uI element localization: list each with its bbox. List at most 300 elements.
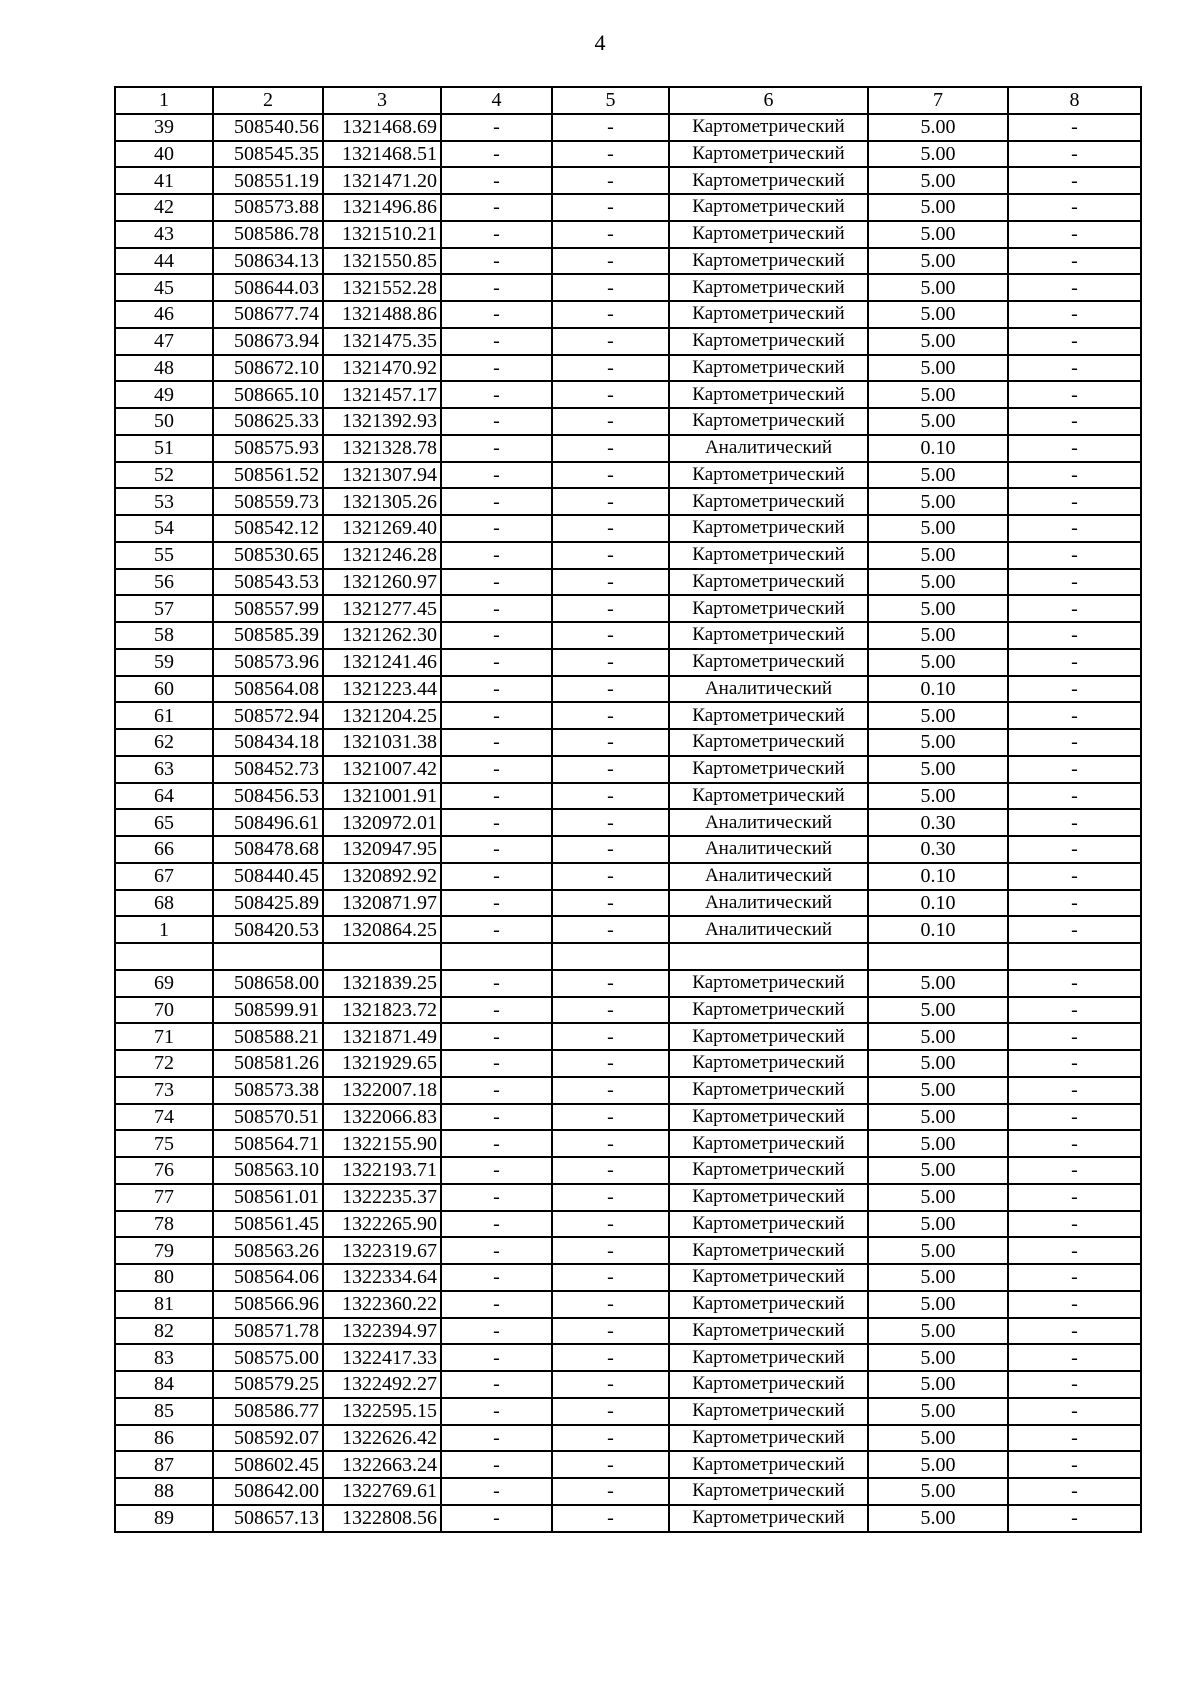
- accuracy-cell: 5.00: [868, 783, 1008, 810]
- x-coordinate-cell: 508586.78: [213, 221, 323, 248]
- y-coordinate-cell: 1321246.28: [323, 542, 441, 569]
- method-cell: Картометрический: [669, 622, 868, 649]
- y-coordinate-cell: 1322265.90: [323, 1211, 441, 1238]
- x-coordinate-cell: 508420.53: [213, 916, 323, 943]
- accuracy-cell: 5.00: [868, 542, 1008, 569]
- page-number: 4: [594, 30, 606, 55]
- method-cell: Картометрический: [669, 515, 868, 542]
- x-coordinate-cell: 508575.93: [213, 435, 323, 462]
- x-coordinate-cell: 508573.88: [213, 194, 323, 221]
- column-5-cell: -: [552, 1505, 669, 1532]
- accuracy-cell: 5.00: [868, 301, 1008, 328]
- y-coordinate-cell: 1321262.30: [323, 622, 441, 649]
- table-row: [115, 729, 1141, 756]
- method-cell: Картометрический: [669, 1318, 868, 1345]
- column-8-cell: -: [1008, 756, 1141, 783]
- x-coordinate-cell: 508561.45: [213, 1211, 323, 1238]
- y-coordinate-cell: 1321204.25: [323, 702, 441, 729]
- table-row: [115, 595, 1141, 622]
- y-coordinate-cell: 1321475.35: [323, 328, 441, 355]
- column-8-cell: -: [1008, 836, 1141, 863]
- column-5-cell: -: [552, 1425, 669, 1452]
- column-8-cell: -: [1008, 328, 1141, 355]
- x-coordinate-cell: 508573.96: [213, 649, 323, 676]
- method-cell: Картометрический: [669, 1023, 868, 1050]
- y-coordinate-cell: 1321031.38: [323, 729, 441, 756]
- column-8-cell: -: [1008, 890, 1141, 917]
- column-8-cell: -: [1008, 997, 1141, 1024]
- column-8-cell: -: [1008, 729, 1141, 756]
- column-4-cell: -: [441, 1425, 552, 1452]
- method-cell: Аналитический: [669, 676, 868, 703]
- column-5-cell: -: [552, 676, 669, 703]
- point-number-cell: 83: [115, 1344, 213, 1371]
- table-row: [115, 248, 1141, 275]
- column-4-cell: -: [441, 756, 552, 783]
- y-coordinate-cell: 1322235.37: [323, 1184, 441, 1211]
- point-number-cell: 88: [115, 1478, 213, 1505]
- table-row: [115, 435, 1141, 462]
- accuracy-cell: 5.00: [868, 1237, 1008, 1264]
- column-5-cell: -: [552, 435, 669, 462]
- column-5-cell: [552, 943, 669, 970]
- point-number-cell: 53: [115, 488, 213, 515]
- x-coordinate-cell: 508677.74: [213, 301, 323, 328]
- column-5-cell: -: [552, 1291, 669, 1318]
- method-cell: Картометрический: [669, 1505, 868, 1532]
- x-coordinate-cell: 508658.00: [213, 970, 323, 997]
- accuracy-cell: 0.10: [868, 890, 1008, 917]
- column-4-cell: -: [441, 702, 552, 729]
- accuracy-cell: 5.00: [868, 1371, 1008, 1398]
- x-coordinate-cell: 508559.73: [213, 488, 323, 515]
- table-row: [115, 1505, 1141, 1532]
- column-5-cell: -: [552, 1371, 669, 1398]
- table-row: [115, 676, 1141, 703]
- method-cell: Аналитический: [669, 836, 868, 863]
- y-coordinate-cell: 1321305.26: [323, 488, 441, 515]
- column-8-cell: -: [1008, 676, 1141, 703]
- x-coordinate-cell: 508564.06: [213, 1264, 323, 1291]
- column-8-cell: -: [1008, 274, 1141, 301]
- column-4-cell: -: [441, 1344, 552, 1371]
- column-8-cell: -: [1008, 408, 1141, 435]
- table-row: [115, 274, 1141, 301]
- y-coordinate-cell: 1322769.61: [323, 1478, 441, 1505]
- point-number-cell: 80: [115, 1264, 213, 1291]
- method-cell: Картометрический: [669, 488, 868, 515]
- table-row: [115, 809, 1141, 836]
- table-row: [115, 1211, 1141, 1238]
- column-5-cell: -: [552, 1157, 669, 1184]
- y-coordinate-cell: 1321871.49: [323, 1023, 441, 1050]
- y-coordinate-cell: 1322663.24: [323, 1451, 441, 1478]
- column-5-cell: -: [552, 167, 669, 194]
- y-coordinate-cell: 1321839.25: [323, 970, 441, 997]
- column-5-cell: -: [552, 756, 669, 783]
- method-cell: Картометрический: [669, 141, 868, 168]
- column-8-cell: -: [1008, 970, 1141, 997]
- column-4-cell: -: [441, 408, 552, 435]
- table-row: [115, 756, 1141, 783]
- x-coordinate-cell: 508575.00: [213, 1344, 323, 1371]
- x-coordinate-cell: 508478.68: [213, 836, 323, 863]
- table-row: [115, 408, 1141, 435]
- column-5-cell: -: [552, 622, 669, 649]
- point-number-cell: 47: [115, 328, 213, 355]
- point-number-cell: 55: [115, 542, 213, 569]
- y-coordinate-cell: 1321552.28: [323, 274, 441, 301]
- method-cell: Картометрический: [669, 1104, 868, 1131]
- column-8-cell: -: [1008, 1451, 1141, 1478]
- method-cell: Картометрический: [669, 355, 868, 382]
- accuracy-cell: 5.00: [868, 756, 1008, 783]
- table-row: [115, 836, 1141, 863]
- accuracy-cell: 5.00: [868, 1451, 1008, 1478]
- method-cell: Аналитический: [669, 890, 868, 917]
- column-8-cell: -: [1008, 221, 1141, 248]
- column-5-cell: -: [552, 301, 669, 328]
- column-4-cell: -: [441, 1264, 552, 1291]
- column-5-cell: -: [552, 381, 669, 408]
- method-cell: Картометрический: [669, 1425, 868, 1452]
- point-number-cell: 73: [115, 1077, 213, 1104]
- method-cell: Картометрический: [669, 997, 868, 1024]
- column-8-cell: -: [1008, 1478, 1141, 1505]
- method-cell: Аналитический: [669, 435, 868, 462]
- accuracy-cell: 5.00: [868, 488, 1008, 515]
- y-coordinate-cell: 1321241.46: [323, 649, 441, 676]
- accuracy-cell: 5.00: [868, 1184, 1008, 1211]
- column-8-cell: -: [1008, 435, 1141, 462]
- column-8-cell: -: [1008, 1505, 1141, 1532]
- x-coordinate-cell: 508572.94: [213, 702, 323, 729]
- accuracy-cell: 5.00: [868, 1344, 1008, 1371]
- column-8-cell: -: [1008, 515, 1141, 542]
- column-8-cell: -: [1008, 595, 1141, 622]
- point-number-cell: 62: [115, 729, 213, 756]
- column-4-cell: -: [441, 1184, 552, 1211]
- method-cell: Аналитический: [669, 863, 868, 890]
- accuracy-cell: 5.00: [868, 649, 1008, 676]
- y-coordinate-cell: 1321550.85: [323, 248, 441, 275]
- column-4-cell: -: [441, 1478, 552, 1505]
- point-number-cell: 72: [115, 1050, 213, 1077]
- column-4-cell: -: [441, 1157, 552, 1184]
- column-4-cell: -: [441, 1318, 552, 1345]
- column-5-cell: -: [552, 1398, 669, 1425]
- column-5-cell: -: [552, 863, 669, 890]
- column-8-cell: -: [1008, 622, 1141, 649]
- point-number-cell: 69: [115, 970, 213, 997]
- x-coordinate-cell: 508563.26: [213, 1237, 323, 1264]
- column-5-cell: -: [552, 248, 669, 275]
- x-coordinate-cell: 508581.26: [213, 1050, 323, 1077]
- point-number-cell: 40: [115, 141, 213, 168]
- point-number-cell: 58: [115, 622, 213, 649]
- method-cell: Аналитический: [669, 916, 868, 943]
- column-5-cell: -: [552, 114, 669, 141]
- point-number-cell: 86: [115, 1425, 213, 1452]
- method-cell: Картометрический: [669, 1398, 868, 1425]
- table-row: [115, 1050, 1141, 1077]
- x-coordinate-cell: 508557.99: [213, 595, 323, 622]
- point-number-cell: 50: [115, 408, 213, 435]
- accuracy-cell: 5.00: [868, 1077, 1008, 1104]
- y-coordinate-cell: 1321470.92: [323, 355, 441, 382]
- point-number-cell: 79: [115, 1237, 213, 1264]
- y-coordinate-cell: 1321328.78: [323, 435, 441, 462]
- point-number-cell: 44: [115, 248, 213, 275]
- x-coordinate-cell: 508625.33: [213, 408, 323, 435]
- table-row: [115, 1184, 1141, 1211]
- method-cell: Картометрический: [669, 1077, 868, 1104]
- column-8-cell: -: [1008, 1157, 1141, 1184]
- y-coordinate-cell: 1320871.97: [323, 890, 441, 917]
- x-coordinate-cell: 508452.73: [213, 756, 323, 783]
- table-row: [115, 916, 1141, 943]
- point-number-cell: 43: [115, 221, 213, 248]
- column-4-cell: -: [441, 1050, 552, 1077]
- x-coordinate-cell: 508602.45: [213, 1451, 323, 1478]
- y-coordinate-cell: 1322007.18: [323, 1077, 441, 1104]
- column-5-cell: -: [552, 1318, 669, 1345]
- column-4-cell: -: [441, 836, 552, 863]
- accuracy-cell: 5.00: [868, 408, 1008, 435]
- column-5-cell: -: [552, 1077, 669, 1104]
- column-4-cell: -: [441, 676, 552, 703]
- table-row: [115, 542, 1141, 569]
- accuracy-cell: 5.00: [868, 1104, 1008, 1131]
- column-5-cell: -: [552, 542, 669, 569]
- method-cell: Картометрический: [669, 167, 868, 194]
- accuracy-cell: 0.10: [868, 863, 1008, 890]
- table-row: [115, 328, 1141, 355]
- x-coordinate-cell: 508573.38: [213, 1077, 323, 1104]
- column-5-cell: -: [552, 1478, 669, 1505]
- column-4-cell: -: [441, 1077, 552, 1104]
- column-5-cell: -: [552, 328, 669, 355]
- table-row: [115, 970, 1141, 997]
- x-coordinate-cell: 508530.65: [213, 542, 323, 569]
- column-4-cell: -: [441, 622, 552, 649]
- method-cell: Картометрический: [669, 274, 868, 301]
- table-row: [115, 783, 1141, 810]
- x-coordinate-cell: 508579.25: [213, 1371, 323, 1398]
- column-8-cell: -: [1008, 1344, 1141, 1371]
- point-number-cell: 87: [115, 1451, 213, 1478]
- method-cell: Картометрический: [669, 970, 868, 997]
- column-4-cell: -: [441, 328, 552, 355]
- table-row: [115, 1130, 1141, 1157]
- y-coordinate-cell: 1321468.51: [323, 141, 441, 168]
- accuracy-cell: 0.30: [868, 836, 1008, 863]
- column-4-cell: -: [441, 194, 552, 221]
- y-coordinate-cell: 1321468.69: [323, 114, 441, 141]
- y-coordinate-cell: [323, 943, 441, 970]
- column-8-cell: -: [1008, 301, 1141, 328]
- column-4-cell: -: [441, 970, 552, 997]
- y-coordinate-cell: 1322626.42: [323, 1425, 441, 1452]
- accuracy-cell: 5.00: [868, 1291, 1008, 1318]
- x-coordinate-cell: 508673.94: [213, 328, 323, 355]
- point-number-cell: 39: [115, 114, 213, 141]
- column-4-cell: -: [441, 435, 552, 462]
- column-5-cell: -: [552, 1050, 669, 1077]
- accuracy-cell: 5.00: [868, 167, 1008, 194]
- y-coordinate-cell: 1321007.42: [323, 756, 441, 783]
- table-row: [115, 1478, 1141, 1505]
- column-8-cell: -: [1008, 1130, 1141, 1157]
- column-4-cell: -: [441, 515, 552, 542]
- x-coordinate-cell: 508586.77: [213, 1398, 323, 1425]
- table-row: [115, 1077, 1141, 1104]
- y-coordinate-cell: 1322066.83: [323, 1104, 441, 1131]
- table-row: [115, 355, 1141, 382]
- column-8-cell: -: [1008, 167, 1141, 194]
- column-4-cell: -: [441, 221, 552, 248]
- x-coordinate-cell: 508571.78: [213, 1318, 323, 1345]
- table-row: [115, 1157, 1141, 1184]
- point-number-cell: 89: [115, 1505, 213, 1532]
- accuracy-cell: 5.00: [868, 569, 1008, 596]
- column-8-cell: -: [1008, 1398, 1141, 1425]
- point-number-cell: 51: [115, 435, 213, 462]
- accuracy-cell: 5.00: [868, 194, 1008, 221]
- y-coordinate-cell: 1321223.44: [323, 676, 441, 703]
- method-cell: Картометрический: [669, 1237, 868, 1264]
- column-5-cell: -: [552, 916, 669, 943]
- y-coordinate-cell: 1321488.86: [323, 301, 441, 328]
- column-8-cell: -: [1008, 863, 1141, 890]
- column-5-cell: -: [552, 515, 669, 542]
- accuracy-cell: 5.00: [868, 328, 1008, 355]
- column-8-cell: -: [1008, 248, 1141, 275]
- column-4-cell: -: [441, 569, 552, 596]
- y-coordinate-cell: 1322808.56: [323, 1505, 441, 1532]
- column-8-cell: -: [1008, 809, 1141, 836]
- point-number-cell: 74: [115, 1104, 213, 1131]
- y-coordinate-cell: 1320864.25: [323, 916, 441, 943]
- table-row: [115, 141, 1141, 168]
- column-8-cell: -: [1008, 1104, 1141, 1131]
- method-cell: Картометрический: [669, 1184, 868, 1211]
- column-8-cell: -: [1008, 355, 1141, 382]
- accuracy-cell: 5.00: [868, 1264, 1008, 1291]
- x-coordinate-cell: 508496.61: [213, 809, 323, 836]
- method-cell: Картометрический: [669, 1371, 868, 1398]
- column-4-cell: -: [441, 1023, 552, 1050]
- accuracy-cell: 5.00: [868, 1211, 1008, 1238]
- x-coordinate-cell: 508657.13: [213, 1505, 323, 1532]
- point-number-cell: 70: [115, 997, 213, 1024]
- point-number-cell: 82: [115, 1318, 213, 1345]
- column-4-cell: -: [441, 809, 552, 836]
- column-8-cell: -: [1008, 783, 1141, 810]
- y-coordinate-cell: 1322417.33: [323, 1344, 441, 1371]
- y-coordinate-cell: 1321277.45: [323, 595, 441, 622]
- table-row: [115, 1237, 1141, 1264]
- column-5-cell: -: [552, 221, 669, 248]
- point-number-cell: 57: [115, 595, 213, 622]
- column-8-cell: -: [1008, 1425, 1141, 1452]
- header-cell-8: 8: [1008, 87, 1141, 114]
- point-number-cell: 54: [115, 515, 213, 542]
- x-coordinate-cell: 508440.45: [213, 863, 323, 890]
- point-number-cell: 46: [115, 301, 213, 328]
- method-cell: Картометрический: [669, 1157, 868, 1184]
- header-cell-5: 5: [552, 87, 669, 114]
- method-cell: Картометрический: [669, 1211, 868, 1238]
- accuracy-cell: 5.00: [868, 274, 1008, 301]
- point-number-cell: 1: [115, 916, 213, 943]
- method-cell: Картометрический: [669, 221, 868, 248]
- y-coordinate-cell: 1320892.92: [323, 863, 441, 890]
- accuracy-cell: 5.00: [868, 1157, 1008, 1184]
- column-4-cell: -: [441, 248, 552, 275]
- accuracy-cell: 5.00: [868, 355, 1008, 382]
- method-cell: Картометрический: [669, 1291, 868, 1318]
- column-8-cell: -: [1008, 649, 1141, 676]
- column-4-cell: -: [441, 595, 552, 622]
- x-coordinate-cell: 508592.07: [213, 1425, 323, 1452]
- point-number-cell: 67: [115, 863, 213, 890]
- column-8-cell: -: [1008, 141, 1141, 168]
- accuracy-cell: 5.00: [868, 997, 1008, 1024]
- header-cell-7: 7: [868, 87, 1008, 114]
- point-number-cell: 81: [115, 1291, 213, 1318]
- table-row: [115, 1023, 1141, 1050]
- x-coordinate-cell: 508545.35: [213, 141, 323, 168]
- table-row: [115, 863, 1141, 890]
- accuracy-cell: 5.00: [868, 248, 1008, 275]
- column-5-cell: -: [552, 783, 669, 810]
- y-coordinate-cell: 1321823.72: [323, 997, 441, 1024]
- accuracy-cell: 5.00: [868, 595, 1008, 622]
- column-5-cell: -: [552, 595, 669, 622]
- method-cell: Картометрический: [669, 1344, 868, 1371]
- accuracy-cell: 5.00: [868, 515, 1008, 542]
- x-coordinate-cell: 508672.10: [213, 355, 323, 382]
- column-8-cell: -: [1008, 1264, 1141, 1291]
- x-coordinate-cell: 508644.03: [213, 274, 323, 301]
- point-number-cell: 68: [115, 890, 213, 917]
- x-coordinate-cell: 508564.08: [213, 676, 323, 703]
- point-number-cell: 52: [115, 462, 213, 489]
- accuracy-cell: 5.00: [868, 1398, 1008, 1425]
- table-row: [115, 194, 1141, 221]
- column-4-cell: -: [441, 274, 552, 301]
- accuracy-cell: 5.00: [868, 462, 1008, 489]
- x-coordinate-cell: 508634.13: [213, 248, 323, 275]
- column-5-cell: -: [552, 569, 669, 596]
- column-5-cell: -: [552, 1211, 669, 1238]
- column-8-cell: -: [1008, 114, 1141, 141]
- column-5-cell: -: [552, 836, 669, 863]
- column-4-cell: -: [441, 1130, 552, 1157]
- table-body: [115, 114, 1141, 1532]
- method-cell: Картометрический: [669, 1264, 868, 1291]
- table-row: [115, 515, 1141, 542]
- method-cell: Картометрический: [669, 1478, 868, 1505]
- method-cell: Картометрический: [669, 729, 868, 756]
- accuracy-cell: 5.00: [868, 1425, 1008, 1452]
- table-row: [115, 1318, 1141, 1345]
- x-coordinate-cell: 508642.00: [213, 1478, 323, 1505]
- column-8-cell: -: [1008, 1237, 1141, 1264]
- method-cell: Картометрический: [669, 408, 868, 435]
- x-coordinate-cell: 508588.21: [213, 1023, 323, 1050]
